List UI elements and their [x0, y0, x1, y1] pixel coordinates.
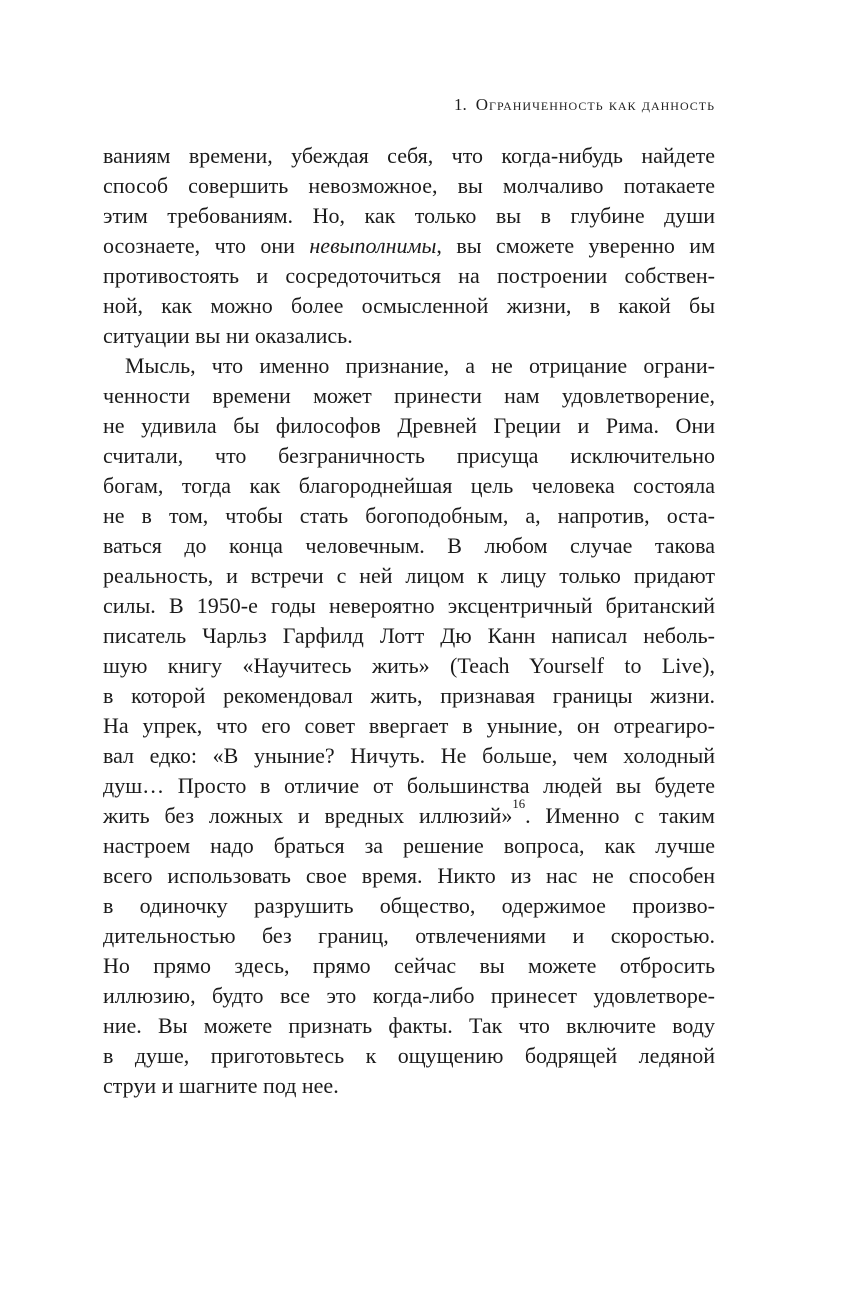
- text-line: [103, 441, 715, 471]
- text-line: [103, 261, 715, 291]
- text-segment: иллюзию, будто все это когда-либо принесет удовлетворе-: [103, 983, 715, 1008]
- text-line: [103, 591, 715, 621]
- text-line: [103, 141, 715, 171]
- text-line: [103, 321, 715, 351]
- text-line: [103, 981, 715, 1011]
- text-line: [103, 771, 715, 801]
- text-segment: писатель Чарльз Гарфилд Лотт Дю Канн написал неболь-: [103, 623, 715, 648]
- text-segment: душ… Просто в отличие от большинства людей вы будете: [103, 773, 715, 798]
- text-segment: реальность, и встречи с ней лицом к лицу только придают: [103, 563, 715, 588]
- text-line: [103, 681, 715, 711]
- text-segment: дительностью без границ, отвлечениями и скоростью.: [103, 923, 715, 948]
- text-segment: Но прямо здесь, прямо сейчас вы можете отбросить: [103, 953, 715, 978]
- text-line: [103, 231, 715, 261]
- text-segment: ной, как можно более осмысленной жизни, в какой бы: [103, 293, 715, 318]
- text-line: [103, 651, 715, 681]
- text-line: [103, 1041, 715, 1071]
- text-segment: богам, тогда как благороднейшая цель человека состояла: [103, 473, 715, 498]
- text-segment: ваться до конца человечным. В любом случае такова: [103, 533, 715, 558]
- chapter-number: 1.: [454, 95, 467, 114]
- text-line: [103, 171, 715, 201]
- text-segment: осознаете, что они: [103, 233, 310, 258]
- text-segment: шую книгу «Научитесь жить» (Teach Yourself to Live),: [103, 653, 715, 678]
- text-segment: вал едко: «В уныние? Ничуть. Не больше, чем холодный: [103, 743, 715, 768]
- text-segment: настроем надо браться за решение вопроса, как лучше: [103, 833, 715, 858]
- text-line: [103, 351, 715, 381]
- text-line: [103, 561, 715, 591]
- text-segment: ние. Вы можете признать факты. Так что включите воду: [103, 1013, 715, 1038]
- text-line: [103, 201, 715, 231]
- text-segment: в которой рекомендовал жить, признавая границы жизни.: [103, 683, 715, 708]
- text-line: [103, 951, 715, 981]
- text-segment: жить без ложных и вредных иллюзий»: [103, 803, 513, 828]
- chapter-title: Ограниченность как данность: [475, 95, 715, 114]
- text-line: [103, 891, 715, 921]
- chapter-header: [103, 95, 715, 115]
- text-segment: в душе, приготовьтесь к ощущению бодрящей ледяной: [103, 1043, 715, 1068]
- text-line: [103, 501, 715, 531]
- text-line: [103, 381, 715, 411]
- text-segment: считали, что безграничность присуща исключительно: [103, 443, 715, 468]
- text-segment: , вы сможете уверенно им: [436, 233, 715, 258]
- text-line: [103, 1011, 715, 1041]
- emphasized-text: невыполнимы: [309, 233, 437, 258]
- text-segment: не в том, чтобы стать богоподобным, а, напротив, оста-: [103, 503, 715, 528]
- text-line: [103, 797, 715, 831]
- text-line: [103, 741, 715, 771]
- text-segment: не удивила бы философов Древней Греции и Рима. Они: [103, 413, 715, 438]
- text-segment: струи и шагните под нее.: [103, 1073, 339, 1098]
- text-line: [103, 621, 715, 651]
- text-segment: всего использовать свое время. Никто из нас не способен: [103, 863, 715, 888]
- text-segment: На упрек, что его совет ввергает в уныние, он отреагиро-: [103, 713, 715, 738]
- text-line: [103, 471, 715, 501]
- text-line: [103, 1071, 715, 1101]
- text-segment: Мысль, что именно признание, а не отрицание ограни-: [125, 353, 715, 378]
- text-line: [103, 711, 715, 741]
- text-line: [103, 921, 715, 951]
- text-line: [103, 861, 715, 891]
- text-segment: в одиночку разрушить общество, одержимое произво-: [103, 893, 715, 918]
- text-segment: . Именно с таким: [525, 803, 715, 828]
- text-line: [103, 831, 715, 861]
- body-text: [103, 141, 715, 1101]
- text-segment: противостоять и сосредоточиться на построении собствен-: [103, 263, 715, 288]
- text-segment: ваниям времени, убеждая себя, что когда-нибудь найдете: [103, 143, 715, 168]
- text-segment: ченности времени может принести нам удовлетворение,: [103, 383, 715, 408]
- text-segment: ситуации вы ни оказались.: [103, 323, 353, 348]
- footnote-marker: 16: [512, 797, 526, 812]
- text-segment: способ совершить невозможное, вы молчаливо потакаете: [103, 173, 715, 198]
- text-line: [103, 291, 715, 321]
- text-line: [103, 411, 715, 441]
- text-segment: этим требованиям. Но, как только вы в глубине души: [103, 203, 715, 228]
- text-segment: силы. В 1950-е годы невероятно эксцентричный британский: [103, 593, 715, 618]
- text-line: [103, 531, 715, 561]
